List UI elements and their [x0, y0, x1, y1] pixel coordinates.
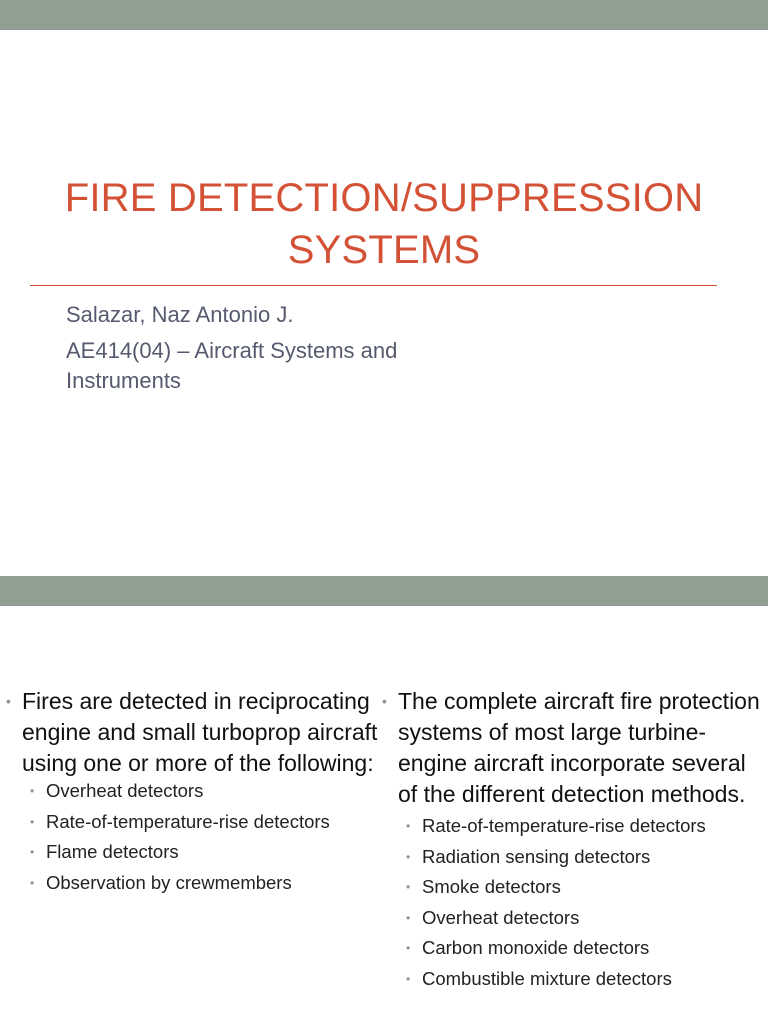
author-name: Salazar, Naz Antonio J.: [66, 302, 294, 327]
list-item-text: Observation by crewmembers: [46, 871, 292, 893]
list-item: [382, 964, 768, 995]
bullet-icon: •: [406, 971, 411, 986]
list-item: [6, 837, 380, 868]
list-item: [382, 903, 768, 934]
list-item: [6, 776, 380, 807]
list-item: [6, 807, 380, 838]
title-underline: [30, 285, 717, 286]
right-column: [382, 686, 768, 994]
right-lead-text: The complete aircraft fire protection systems of most large turbine-engine aircraft incorporate several of the different detection methods.: [398, 688, 760, 807]
list-item: [382, 811, 768, 842]
list-item-text: Radiation sensing detectors: [422, 845, 651, 867]
bullet-icon: •: [30, 784, 35, 798]
list-item-text: Combustible mixture detectors: [422, 967, 672, 989]
bullet-icon: •: [382, 693, 387, 709]
list-item-text: Overheat detectors: [422, 906, 580, 928]
slide-title: FIRE DETECTION/SUPPRESSION SYSTEMS: [64, 176, 704, 272]
bullet-icon: •: [406, 849, 411, 864]
right-sub-list: [382, 811, 768, 994]
bullet-icon: •: [406, 910, 411, 925]
bullet-icon: •: [30, 814, 35, 829]
bullet-icon: •: [30, 845, 35, 859]
left-lead-text: Fires are detected in reciprocating engine and small turboprop aircraft using one or more of the following:: [22, 688, 378, 776]
bullet-icon: •: [406, 819, 411, 833]
list-item-text: Overheat detectors: [46, 780, 204, 801]
slide-divider-band: [0, 576, 768, 606]
bullet-icon: •: [6, 693, 11, 709]
list-item: [382, 842, 768, 873]
list-item-text: Rate-of-temperature-rise detectors: [422, 815, 706, 836]
left-lead-bullet: [6, 686, 380, 779]
list-item: [6, 868, 380, 899]
list-item-text: Flame detectors: [46, 841, 179, 862]
bullet-icon: •: [406, 941, 411, 955]
left-column: [6, 686, 380, 898]
list-item-text: Smoke detectors: [422, 876, 561, 897]
slide-header-band: [0, 0, 768, 30]
list-item: [382, 872, 768, 903]
list-item: [382, 933, 768, 964]
right-lead-bullet: [382, 686, 768, 810]
bullet-icon: •: [30, 875, 35, 890]
course-name: AE414(04) – Aircraft Systems and Instruments: [66, 338, 398, 393]
list-item-text: Rate-of-temperature-rise detectors: [46, 810, 330, 832]
list-item-text: Carbon monoxide detectors: [422, 937, 650, 958]
left-sub-list: [6, 776, 380, 898]
bullet-icon: •: [406, 880, 411, 894]
